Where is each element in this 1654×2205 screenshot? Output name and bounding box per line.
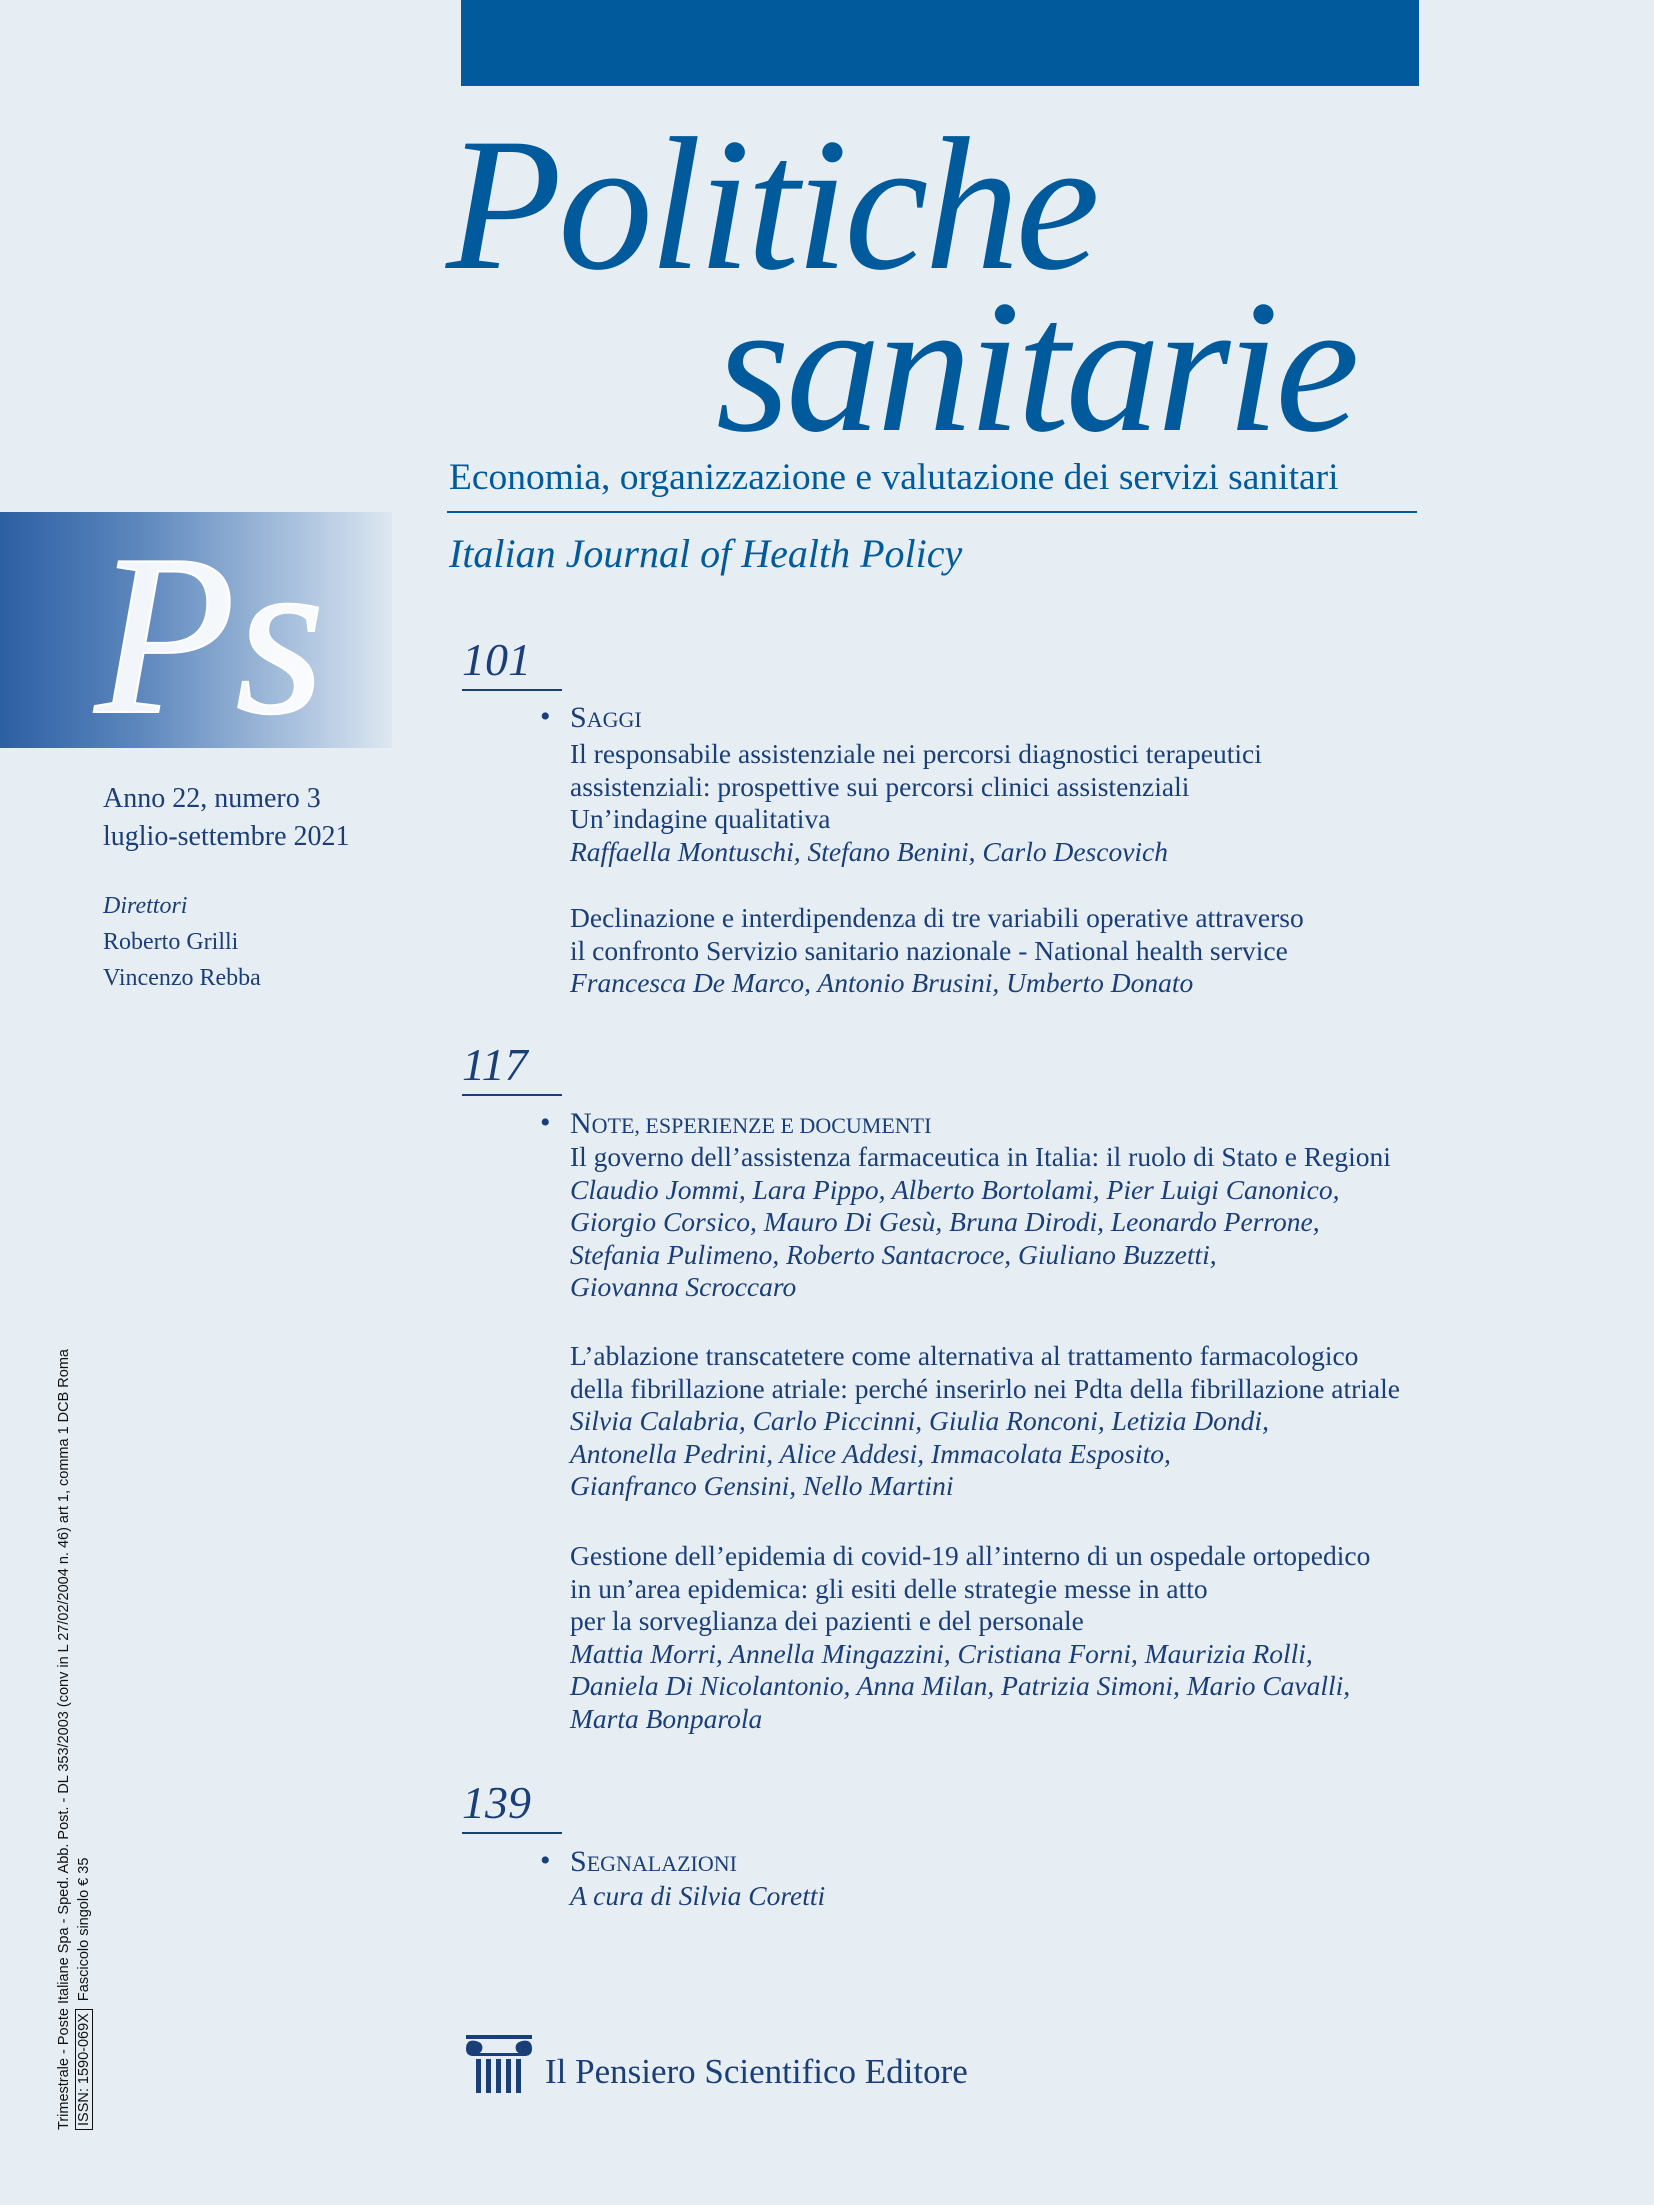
article-authors: Claudio Jommi, Lara Pippo, Alberto Bortolami, Pier Luigi Canonico, (570, 1173, 1340, 1205)
issn-box: ISSN: 1590-069X (75, 2009, 93, 2130)
article-title: della fibrillazione atriale: perché inserirlo nei Pdta della fibrillazione atriale (570, 1372, 1400, 1404)
section-heading-note: NOTE, ESPERIENZE E DOCUMENTI (570, 1107, 932, 1140)
journal-subtitle: Economia, organizzazione e valutazione dei servizi sanitari (449, 457, 1339, 498)
column-capital-icon (462, 2035, 536, 2097)
article-authors: Antonella Pedrini, Alice Addesi, Immacolata Esposito, (570, 1437, 1171, 1469)
article-title: assistenziali: prospettive sui percorsi clinici assistenziali (570, 770, 1190, 802)
article-title: per la sorveglianza dei pazienti e del personale (570, 1605, 1084, 1637)
article-title: Gestione dell’epidemia di covid-19 all’interno di un ospedale ortopedico (570, 1540, 1371, 1571)
ps-monogram-icon (0, 512, 392, 748)
director-name: Vincenzo Rebba (103, 965, 261, 991)
journal-title-line1: Politiche (446, 100, 1096, 310)
article-title: il confronto Servizio sanitario nazionale - National health service (570, 934, 1288, 966)
journal-title-line2: sanitarie (716, 262, 1356, 472)
article-authors: Stefania Pulimeno, Roberto Santacroce, Giuliano Buzzetti, (570, 1238, 1217, 1270)
issue-volume: Anno 22, numero 3 (103, 783, 321, 814)
price-text: Fascicolo singolo € 35 (76, 1857, 92, 2002)
article-title: Il governo dell’assistenza farmaceutica in Italia: il ruolo di Stato e Regioni (570, 1141, 1391, 1172)
article-title: L’ablazione transcatetere come alternativa al trattamento farmacologico (570, 1340, 1359, 1371)
page-number: 101 (462, 634, 531, 685)
journal-english-title: Italian Journal of Health Policy (449, 531, 963, 576)
article-title: Declinazione e interdipendenza di tre variabili operative attraverso (570, 902, 1304, 933)
article-authors: Gianfranco Gensini, Nello Martini (570, 1470, 954, 1502)
directors-block (103, 888, 261, 996)
spine-notice (54, 1349, 94, 2130)
director-name: Roberto Grilli (103, 929, 239, 955)
page-rule (462, 689, 562, 691)
article-authors: Marta Bonparola (570, 1702, 763, 1734)
publisher-name: Il Pensiero Scientifico Editore (545, 2052, 968, 2091)
article-authors: Francesca De Marco, Antonio Brusini, Umberto Donato (570, 967, 1194, 999)
issue-period: luglio-settembre 2021 (103, 821, 350, 852)
article-authors: Silvia Calabria, Carlo Piccinni, Giulia Ronconi, Letizia Dondi, (570, 1405, 1269, 1437)
page-number: 139 (462, 1777, 531, 1828)
article-authors: Raffaella Montuschi, Stefano Benini, Carlo Descovich (570, 835, 1169, 867)
article-authors: Mattia Morri, Annella Mingazzini, Cristiana Forni, Maurizia Rolli, (570, 1637, 1313, 1669)
article-authors: Giovanna Scroccaro (570, 1271, 797, 1303)
toc-article (570, 738, 1420, 868)
article-authors: Giorgio Corsico, Mauro Di Gesù, Bruna Dirodi, Leonardo Perrone, (570, 1206, 1320, 1238)
page-rule (462, 1094, 562, 1096)
toc-article (570, 1540, 1420, 1736)
toc-article (570, 1141, 1420, 1304)
section-heading-saggi: SAGGI (570, 701, 642, 734)
page-rule (462, 1832, 562, 1834)
bullet-icon: • (540, 700, 551, 733)
page-number: 117 (462, 1039, 528, 1090)
toc-article (570, 1880, 1420, 1913)
directors-label: Direttori (103, 893, 188, 919)
toc-article (570, 1340, 1420, 1503)
toc-article (570, 902, 1420, 1000)
bullet-icon: • (540, 1844, 551, 1877)
article-title: Il responsabile assistenziale nei percorsi diagnostici terapeutici (570, 738, 1262, 769)
article-title: in un’area epidemica: gli esiti delle strategie messe in atto (570, 1572, 1208, 1604)
section-heading-segnalazioni: SEGNALAZIONI (570, 1845, 737, 1878)
top-color-bar (461, 0, 1419, 86)
postal-notice: Trimestrale - Poste Italiane Spa - Sped. Abb. Post. - DL 353/2003 (conv in L 27/02/2004 n. 46) art 1, comma 1 DCB Roma (56, 1349, 72, 2130)
svg-text:Ps: Ps (95, 512, 325, 748)
article-authors: Daniela Di Nicolantonio, Anna Milan, Patrizia Simoni, Mario Cavalli, (570, 1670, 1351, 1702)
article-authors: A cura di Silvia Coretti (570, 1880, 826, 1911)
subtitle-rule (447, 511, 1417, 513)
issue-info (103, 780, 350, 856)
bullet-icon: • (540, 1106, 551, 1139)
article-title: Un’indagine qualitativa (570, 803, 831, 835)
